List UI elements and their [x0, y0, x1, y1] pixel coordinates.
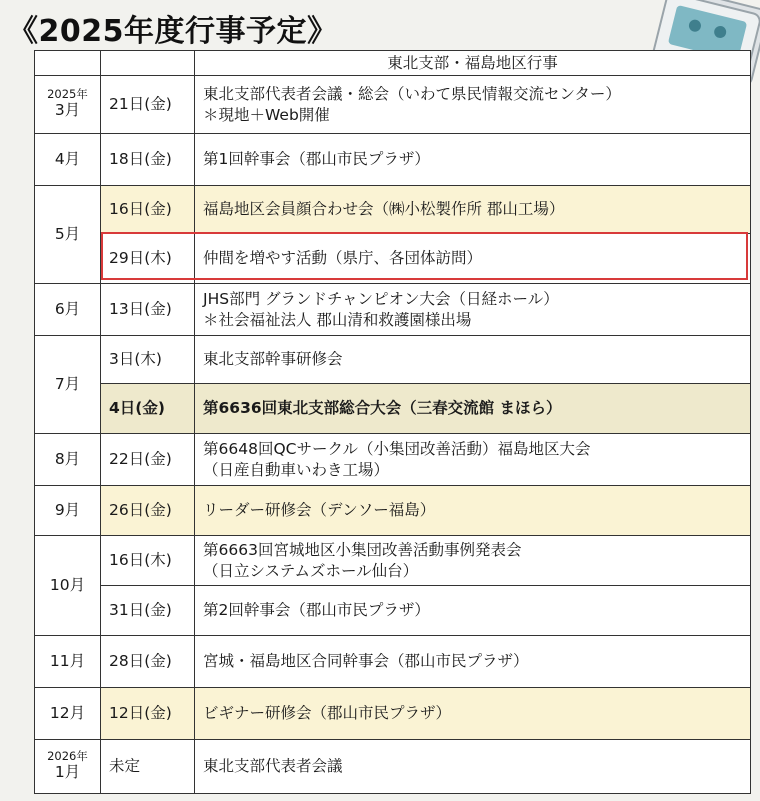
event-note: ＊社会福祉法人 郡山清和救護園様出場	[203, 310, 472, 329]
month-cell: 5月	[35, 186, 101, 284]
table-row	[35, 636, 751, 688]
table-row	[35, 76, 751, 134]
event-cell: 東北支部代表者会議	[195, 740, 751, 794]
table-header-row	[35, 51, 751, 76]
event-line: 東北支部代表者会議・総会（いわて県民情報交流センター）	[203, 84, 621, 103]
day-cell: 16日(木)	[101, 536, 195, 586]
event-cell	[195, 536, 751, 586]
table-row	[35, 688, 751, 740]
table-row	[35, 186, 751, 234]
day-cell: 18日(金)	[101, 134, 195, 186]
month-cell: 8月	[35, 434, 101, 486]
event-cell: 第6636回東北支部総合大会（三春交流館 まほら）	[195, 384, 751, 434]
event-cell: 東北支部幹事研修会	[195, 336, 751, 384]
page-title: 《2025年度行事予定》	[8, 14, 338, 49]
event-note: （日立システムズホール仙台）	[203, 561, 419, 580]
month-cell	[35, 740, 101, 794]
day-cell: 3日(木)	[101, 336, 195, 384]
table-row	[35, 434, 751, 486]
event-line: 第6648回QCサークル（小集団改善活動）福島地区大会	[203, 439, 591, 458]
event-cell: リーダー研修会（デンソー福島）	[195, 486, 751, 536]
month-cell: 7月	[35, 336, 101, 434]
table-row	[35, 134, 751, 186]
month-cell: 4月	[35, 134, 101, 186]
header-blank-cell	[101, 51, 195, 76]
event-cell: 仲間を増やす活動（県庁、各団体訪問）	[195, 234, 751, 284]
table-row	[35, 536, 751, 586]
header-blank-cell	[35, 51, 101, 76]
month-label: 1月	[54, 763, 81, 782]
month-cell: 9月	[35, 486, 101, 536]
table-row	[35, 234, 751, 284]
event-cell: 宮城・福島地区合同幹事会（郡山市民プラザ）	[195, 636, 751, 688]
event-cell	[195, 76, 751, 134]
day-cell: 21日(金)	[101, 76, 195, 134]
month-cell: 12月	[35, 688, 101, 740]
year-label: 2025年	[47, 86, 88, 101]
table-row	[35, 336, 751, 384]
day-cell: 31日(金)	[101, 586, 195, 636]
day-cell: 28日(金)	[101, 636, 195, 688]
table-row	[35, 740, 751, 794]
event-line: 第6663回宮城地区小集団改善活動事例発表会	[203, 540, 522, 559]
event-cell: 福島地区会員顔合わせ会（㈱小松製作所 郡山工場）	[195, 186, 751, 234]
event-cell	[195, 284, 751, 336]
month-label: 3月	[54, 101, 81, 120]
year-label: 2026年	[47, 748, 88, 763]
table-row	[35, 284, 751, 336]
month-cell: 11月	[35, 636, 101, 688]
event-line: JHS部門 グランドチャンピオン大会（日経ホール）	[203, 289, 559, 308]
month-cell	[35, 76, 101, 134]
day-cell: 13日(金)	[101, 284, 195, 336]
day-cell: 29日(木)	[101, 234, 195, 284]
event-cell: 第1回幹事会（郡山市民プラザ）	[195, 134, 751, 186]
schedule-table	[34, 50, 751, 794]
event-cell: 第2回幹事会（郡山市民プラザ）	[195, 586, 751, 636]
month-cell: 10月	[35, 536, 101, 636]
event-cell	[195, 434, 751, 486]
events-column-header: 東北支部・福島地区行事	[195, 51, 751, 76]
day-cell: 26日(金)	[101, 486, 195, 536]
event-note: （日産自動車いわき工場）	[203, 460, 390, 479]
table-row	[35, 586, 751, 636]
day-cell: 未定	[101, 740, 195, 794]
day-cell: 16日(金)	[101, 186, 195, 234]
day-cell: 22日(金)	[101, 434, 195, 486]
event-cell: ビギナー研修会（郡山市民プラザ）	[195, 688, 751, 740]
day-cell: 12日(金)	[101, 688, 195, 740]
event-note: ＊現地＋Web開催	[203, 105, 330, 124]
table-row	[35, 486, 751, 536]
month-cell: 6月	[35, 284, 101, 336]
day-cell: 4日(金)	[101, 384, 195, 434]
table-row	[35, 384, 751, 434]
